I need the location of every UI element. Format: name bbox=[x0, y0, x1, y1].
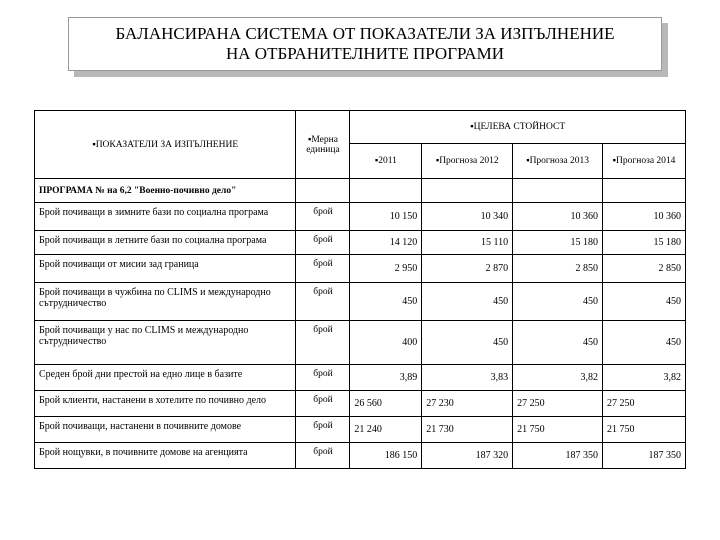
row-value: 450 bbox=[422, 321, 513, 365]
row-value: 2 870 bbox=[422, 255, 513, 283]
row-value: 187 350 bbox=[513, 443, 603, 469]
slide-title bbox=[68, 17, 662, 71]
table-row bbox=[35, 391, 686, 417]
row-unit: брой bbox=[296, 231, 350, 255]
title-line-1: БАЛАНСИРАНА СИСТЕМА ОТ ПОКАЗАТЕЛИ ЗА ИЗПЪЛНЕНИЕ bbox=[115, 24, 615, 43]
header-unit: ▪Мерна единица bbox=[296, 111, 350, 179]
row-value: 450 bbox=[513, 283, 603, 321]
row-label: Брой почиващи в зимните бази по социална програма bbox=[35, 203, 296, 231]
row-value: 27 230 bbox=[422, 391, 513, 417]
row-unit: брой bbox=[296, 417, 350, 443]
row-label: Брой почиващи в летните бази по социална програма bbox=[35, 231, 296, 255]
row-value: 2 850 bbox=[513, 255, 603, 283]
indicators-table bbox=[34, 110, 686, 469]
row-unit: брой bbox=[296, 391, 350, 417]
table-row bbox=[35, 255, 686, 283]
program-row bbox=[35, 179, 686, 203]
row-value: 10 360 bbox=[603, 203, 686, 231]
row-value: 21 240 bbox=[350, 417, 422, 443]
header-target: ▪ЦЕЛЕВА СТОЙНОСТ bbox=[350, 111, 686, 144]
row-unit: брой bbox=[296, 255, 350, 283]
row-value: 3,89 bbox=[350, 365, 422, 391]
row-value: 450 bbox=[350, 283, 422, 321]
header-year-2011: ▪2011 bbox=[350, 144, 422, 179]
row-value: 14 120 bbox=[350, 231, 422, 255]
row-value: 10 340 bbox=[422, 203, 513, 231]
table-row bbox=[35, 365, 686, 391]
row-label: Брой почиващи от мисии зад граница bbox=[35, 255, 296, 283]
table-row bbox=[35, 321, 686, 365]
row-unit: брой bbox=[296, 283, 350, 321]
row-value: 3,83 bbox=[422, 365, 513, 391]
row-label: Среден брой дни престой на едно лице в базите bbox=[35, 365, 296, 391]
header-year-2013: ▪Прогноза 2013 bbox=[513, 144, 603, 179]
row-unit: брой bbox=[296, 365, 350, 391]
row-label: Брой почиващи у нас по CLIMS и международно сътрудничество bbox=[35, 321, 296, 365]
title-line-2: НА ОТБРАНИТЕЛНИТЕ ПРОГРАМИ bbox=[226, 44, 504, 63]
row-value: 450 bbox=[603, 283, 686, 321]
table-row bbox=[35, 443, 686, 469]
row-value: 450 bbox=[603, 321, 686, 365]
row-value: 2 950 bbox=[350, 255, 422, 283]
row-value: 3,82 bbox=[513, 365, 603, 391]
row-value: 187 350 bbox=[603, 443, 686, 469]
row-unit: брой bbox=[296, 203, 350, 231]
row-value: 400 bbox=[350, 321, 422, 365]
table-row bbox=[35, 231, 686, 255]
row-value: 450 bbox=[422, 283, 513, 321]
row-value: 27 250 bbox=[603, 391, 686, 417]
row-value: 186 150 bbox=[350, 443, 422, 469]
row-value: 21 750 bbox=[513, 417, 603, 443]
row-value: 187 320 bbox=[422, 443, 513, 469]
table-row bbox=[35, 417, 686, 443]
header-indicators: ▪ПОКАЗАТЕЛИ ЗА ИЗПЪЛНЕНИЕ bbox=[35, 111, 296, 179]
row-value: 15 180 bbox=[603, 231, 686, 255]
header-year-2014: ▪Прогноза 2014 bbox=[603, 144, 686, 179]
row-value: 10 150 bbox=[350, 203, 422, 231]
table-row bbox=[35, 203, 686, 231]
program-title: ПРОГРАМА № на 6,2 "Военно-почивно дело" bbox=[35, 179, 296, 203]
table-row bbox=[35, 283, 686, 321]
row-value: 21 750 bbox=[603, 417, 686, 443]
row-value: 15 110 bbox=[422, 231, 513, 255]
row-label: Брой почиващи в чужбина по CLIMS и международно сътрудничество bbox=[35, 283, 296, 321]
header-year-2012: ▪Прогноза 2012 bbox=[422, 144, 513, 179]
row-value: 2 850 bbox=[603, 255, 686, 283]
row-value: 26 560 bbox=[350, 391, 422, 417]
row-value: 10 360 bbox=[513, 203, 603, 231]
row-value: 3,82 bbox=[603, 365, 686, 391]
row-label: Брой клиенти, настанени в хотелите по почивно дело bbox=[35, 391, 296, 417]
row-value: 450 bbox=[513, 321, 603, 365]
row-unit: брой bbox=[296, 443, 350, 469]
row-unit: брой bbox=[296, 321, 350, 365]
row-value: 15 180 bbox=[513, 231, 603, 255]
row-label: Брой почиващи, настанени в почивните домове bbox=[35, 417, 296, 443]
row-label: Брой нощувки, в почивните домове на агенцията bbox=[35, 443, 296, 469]
row-value: 27 250 bbox=[513, 391, 603, 417]
row-value: 21 730 bbox=[422, 417, 513, 443]
